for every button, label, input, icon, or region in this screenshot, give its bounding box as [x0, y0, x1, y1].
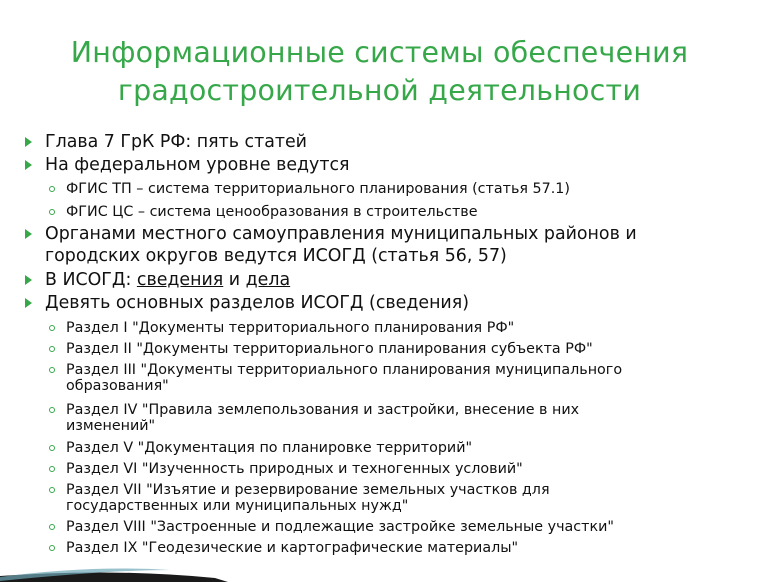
section-7-continued	[66, 498, 408, 514]
bullet-organy	[45, 224, 637, 245]
bullet-devyat-razdelov	[45, 293, 469, 314]
section-text: Раздел IX "Геодезические и картографические материалы"	[66, 540, 519, 556]
arrow-bullet-icon	[25, 160, 32, 170]
section-4	[66, 402, 579, 418]
arrow-bullet-icon	[25, 229, 32, 239]
circle-bullet-icon	[49, 524, 55, 530]
circle-bullet-icon	[49, 346, 55, 352]
bullet-text: Органами местного самоуправления муниципальных районов и	[45, 224, 637, 244]
circle-bullet-icon	[49, 407, 55, 413]
section-3	[66, 362, 622, 378]
dela-link[interactable]: дела	[245, 270, 291, 290]
bullet-text: городских округов ведутся ИСОГД (статья 56, 57)	[45, 246, 507, 266]
decorative-swoosh	[0, 532, 260, 582]
section-text: Раздел III "Документы территориального планирования муниципального	[66, 362, 623, 378]
bullet-federal	[45, 155, 350, 176]
svedenia-link[interactable]: сведения	[136, 270, 224, 290]
bullet-text: Глава 7 ГрК РФ: пять статей	[45, 132, 307, 152]
circle-bullet-icon	[49, 466, 55, 472]
section-text: образования"	[66, 378, 169, 394]
circle-bullet-icon	[49, 367, 55, 373]
circle-bullet-icon	[49, 209, 55, 215]
circle-bullet-icon	[49, 325, 55, 331]
section-7	[66, 482, 550, 498]
subbullet-text: ФГИС ЦС – система ценообразования в строительстве	[66, 204, 478, 220]
slide-title-line-2: градостроительной деятельности	[117, 74, 642, 107]
section-text: изменений"	[66, 418, 156, 434]
bullet-text-prefix: В ИСОГД:	[45, 270, 137, 290]
section-text: Раздел I "Документы территориального планирования РФ"	[66, 320, 515, 336]
section-text: Раздел V "Документация по планировке территорий"	[66, 440, 473, 456]
section-3-continued	[66, 378, 169, 394]
section-6	[66, 461, 523, 477]
section-4-continued	[66, 418, 155, 434]
subbullet-text: ФГИС ТП – система территориального планирования (статья 57.1)	[66, 181, 570, 197]
circle-bullet-icon	[49, 186, 55, 192]
subbullet-fgis-cs	[66, 204, 478, 220]
bullet-text: На федеральном уровне ведутся	[45, 155, 350, 175]
arrow-bullet-icon	[25, 137, 32, 147]
slide-title-line-1: Информационные системы обеспечения	[70, 36, 689, 69]
bullet-text: Девять основных разделов ИСОГД (сведения)	[45, 293, 469, 313]
bullet-text-and: и	[223, 270, 246, 290]
subbullet-fgis-tp	[66, 181, 570, 197]
section-text: Раздел VIII "Застроенные и подлежащие застройке земельные участки"	[66, 519, 614, 535]
section-text: государственных или муниципальных нужд"	[66, 498, 409, 514]
section-text: Раздел IV "Правила землепользования и застройки, внесение в них	[66, 402, 580, 418]
section-1	[66, 320, 514, 336]
bullet-isogd	[45, 270, 290, 291]
section-text: Раздел VI "Изученность природных и техногенных условий"	[66, 461, 523, 477]
section-text: Раздел VII "Изъятие и резервирование земельных участков для	[66, 482, 550, 498]
arrow-bullet-icon	[25, 298, 32, 308]
circle-bullet-icon	[49, 487, 55, 493]
section-2	[66, 341, 593, 357]
section-5	[66, 440, 472, 456]
bullet-organy-continued	[45, 246, 507, 267]
arrow-bullet-icon	[25, 275, 32, 285]
bullet-glava	[45, 132, 307, 153]
circle-bullet-icon	[49, 445, 55, 451]
section-text: Раздел II "Документы территориального планирования субъекта РФ"	[66, 341, 593, 357]
